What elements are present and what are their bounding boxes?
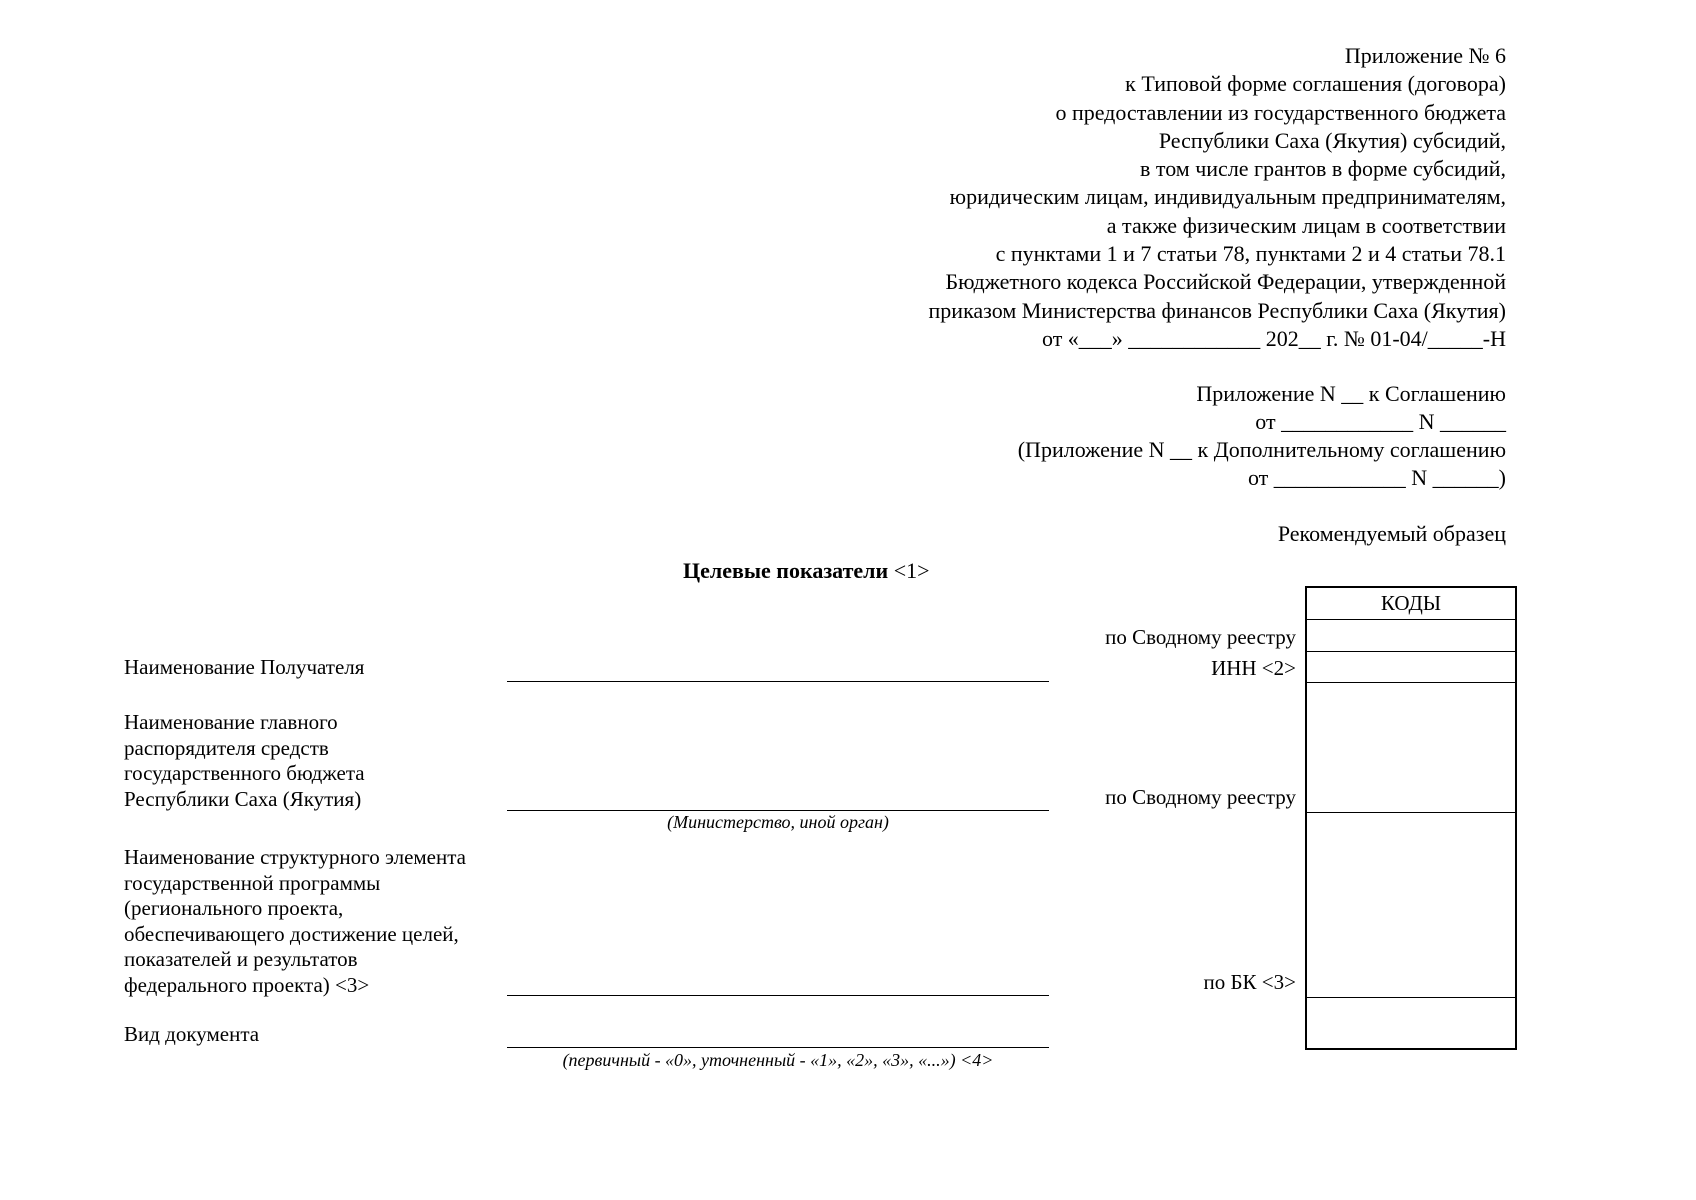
header-line: Бюджетного кодекса Российской Федерации, утвержденной (945, 269, 1506, 295)
header-line: в том числе грантов в форме субсидий, (1140, 156, 1506, 182)
recommended-sample-label: Рекомендуемый образец (1277, 521, 1506, 546)
agreement-annex-block (746, 380, 1506, 492)
codes-header: КОДЫ (1380, 591, 1442, 615)
document-type-caption: (первичный - «0», уточненный - «1», «2», «3», «...») <4> (562, 1050, 994, 1070)
recipient-input-line[interactable] (507, 681, 1049, 682)
header-line: приказом Министерства финансов Республики Саха (Якутия) (928, 297, 1506, 323)
header-line: юридическим лицам, индивидуальным предпринимателям, (949, 184, 1506, 210)
recipient-label: Наименование Получателя (124, 655, 365, 679)
header-line: Приложение № 6 (1344, 43, 1506, 68)
header-line: от «___» ____________ 202__ г. № 01-04/_____-Н (1041, 325, 1506, 351)
header-line: а также физическим лицам в соответствии (1106, 212, 1506, 238)
inn-code-cell[interactable] (1307, 651, 1515, 682)
registry-code-label-1: по Сводному реестру (1105, 625, 1296, 649)
bk-code-cell[interactable] (1307, 812, 1515, 997)
registry-code-cell-2[interactable] (1307, 682, 1515, 812)
document-title (683, 557, 930, 585)
document-title-note: <1> (888, 558, 930, 583)
program-element-input-line[interactable] (507, 995, 1049, 996)
appendix-header (746, 42, 1506, 353)
document-type-label: Вид документа (124, 1022, 260, 1046)
bk-code-label: по БК <3> (1203, 970, 1296, 994)
header-line: с пунктами 1 и 7 статьи 78, пунктами 2 и 4 статьи 78.1 (995, 241, 1506, 267)
distributor-label: Наименование главного распорядителя средств государственного бюджета Республики Саха (Якутия) (124, 710, 365, 811)
header-line: к Типовой форме соглашения (договора) (1125, 71, 1506, 97)
header-line: Республики Саха (Якутия) субсидий, (1158, 127, 1506, 153)
document-title-bold: Целевые показатели (683, 558, 889, 583)
document-type-input-line[interactable] (507, 1047, 1049, 1048)
inn-code-label: ИНН <2> (1211, 656, 1296, 680)
annex-line: от ____________ N ______) (1247, 465, 1506, 490)
document-type-code-cell[interactable] (1307, 997, 1515, 1048)
header-line: о предоставлении из государственного бюджета (1055, 99, 1506, 125)
annex-line: от ____________ N ______ (1255, 409, 1506, 434)
annex-line: Приложение N __ к Соглашению (1196, 381, 1506, 406)
registry-code-label-2: по Сводному реестру (1105, 785, 1296, 809)
registry-code-cell-1[interactable] (1307, 619, 1515, 651)
distributor-caption: (Министерство, иной орган) (667, 812, 889, 832)
annex-line: (Приложение N __ к Дополнительному соглашению (1017, 437, 1506, 462)
distributor-input-line[interactable] (507, 810, 1049, 811)
codes-table (1305, 586, 1517, 1050)
program-element-label: Наименование структурного элемента государственной программы (регионального проекта, обеспечивающего достижение целей, показателей и результатов федерального проекта) <3> (124, 845, 466, 997)
